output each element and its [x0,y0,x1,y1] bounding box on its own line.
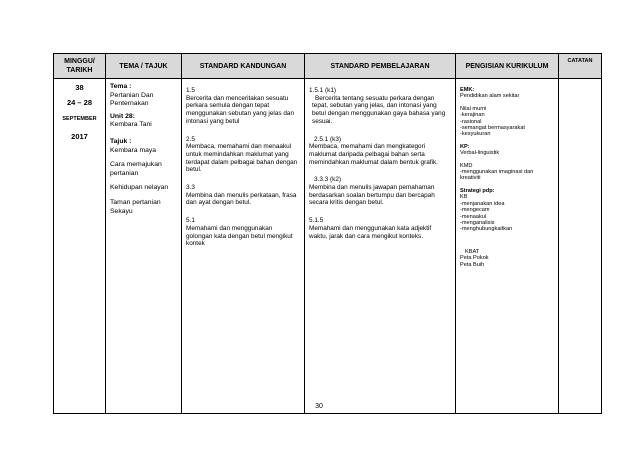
sk-text: Memahami dan menggunakan golongan kata dengan betul mengikut kontek [186,224,293,248]
tajuk-item: Cara memajukan pertanian [110,161,162,177]
kb-item: -menganalisis [460,219,495,226]
kb-item: -menghubungkaitkan [460,226,513,233]
emk-label: EMK: [460,87,475,93]
kmd-label: KMD [460,162,473,169]
sp-code: 2.5.1 (k3) [314,135,341,143]
sk-text: Bercerita dan menceritakan sesuatu perkara semula dengan tepat menggunakan sebutan yang jelas dan intonasi yang betul [186,94,295,125]
sk-code: 2.5 [186,135,195,143]
kbat-item: Peta Buih [460,261,485,268]
header-catatan: CATATAN [559,54,602,79]
header-minggu: MINGGU/ TARIKH [54,54,106,79]
sp-text: Memahami dan menggunakan kata adjektif waktu, jarak dan cara mengikut konteks. [309,224,432,240]
sk-code: 1.5 [186,87,195,94]
kb-item: -menjanakan idea [460,200,505,207]
sp-text: Membina dan menulis jawapan pemahaman berdasarkan soalan bertumpu dan bercapah secara kritis dengan betul. [309,184,435,207]
tajuk-item: Kembara maya [110,146,157,154]
lesson-plan-table [53,53,602,414]
cell-catatan [559,79,602,414]
nilai-label: Nilai murni [460,105,487,112]
sp-code: 1.5.1 (k1) [309,87,336,94]
sp-text: Membaca, memahami dan mengkategori maklumat daripada pelbagai bahan serta memindahkan maklumat dalam bentuk grafik. [309,143,438,166]
header-row [54,54,602,79]
date-range: 24 – 28 [66,98,93,107]
sk-code: 3.3 [186,184,195,192]
cell-pengisian [456,79,559,414]
sp-code: 3.3.3 (k2) [314,176,341,184]
header-standard-kandungan: STANDARD KANDUNGAN [182,54,305,79]
month: SEPTEMBER [62,116,97,122]
kp-label: KP: [460,143,470,150]
unit-value: Kembara Tani [110,121,152,129]
sk-text: Membaca, memahami dan menaakul untuk memindahkan maklumat yang terdapat dalam pelbagai bahan dengan betul. [186,143,298,174]
year: 2017 [71,132,88,141]
week-number: 38 [75,83,84,92]
strategi-label: Strategi pdp: [460,187,495,194]
cell-standard-pembelajaran [305,79,456,414]
kmd-item: -menggunakan imaginasi dan kreativiti [460,169,534,182]
kbat-label: KBAT [465,248,480,255]
kb-label: KB [460,194,468,201]
page-number: 30 [315,403,323,410]
cell-tema [106,79,182,414]
cell-standard-kandungan [182,79,305,414]
tema-label: Tema : [110,83,132,90]
tajuk-item: Taman pertanian Sekayu [110,198,161,215]
sp-code: 5.1.5 [309,217,324,225]
sp-text: Bercerita tentang sesuatu perkara dengan tepat, sebutan yang jelas, dan intonasi yang betul dengan menggunakan gaya bahasa yang sesuai. [312,94,446,125]
nilai-item: -semangat bermasyarakat [460,125,525,132]
nilai-item: -kesyukuran [460,131,491,138]
nilai-item: -rasional [460,118,482,125]
tajuk-label: Tajuk : [110,137,132,145]
nilai-item: -kerajinan [460,112,485,119]
kbat-item: Peta Pokok [460,255,489,262]
header-tema: TEMA / TAJUK [106,54,182,79]
table-row [54,79,602,414]
cell-minggu [54,79,106,414]
tajuk-item: Kehidupan nelayan [110,184,169,192]
emk-value: Pendidikan alam sekitar [460,93,520,100]
sk-text: Membina dan menulis perkataan, frasa dan ayat dengan betul. [186,191,297,207]
kb-item: -menaakul [460,213,487,220]
kb-item: -mengecam [460,207,490,214]
sk-code: 5.1 [186,217,195,225]
header-standard-pembelajaran: STANDARD PEMBELAJARAN [305,54,456,79]
unit-label: Unit 28: [110,112,135,120]
tema-value: Pertanian Dan Penternakan [110,91,154,108]
kp-value: Verbal-linguistik [460,150,500,157]
header-pengisian: PENGISIAN KURIKULUM [456,54,559,79]
